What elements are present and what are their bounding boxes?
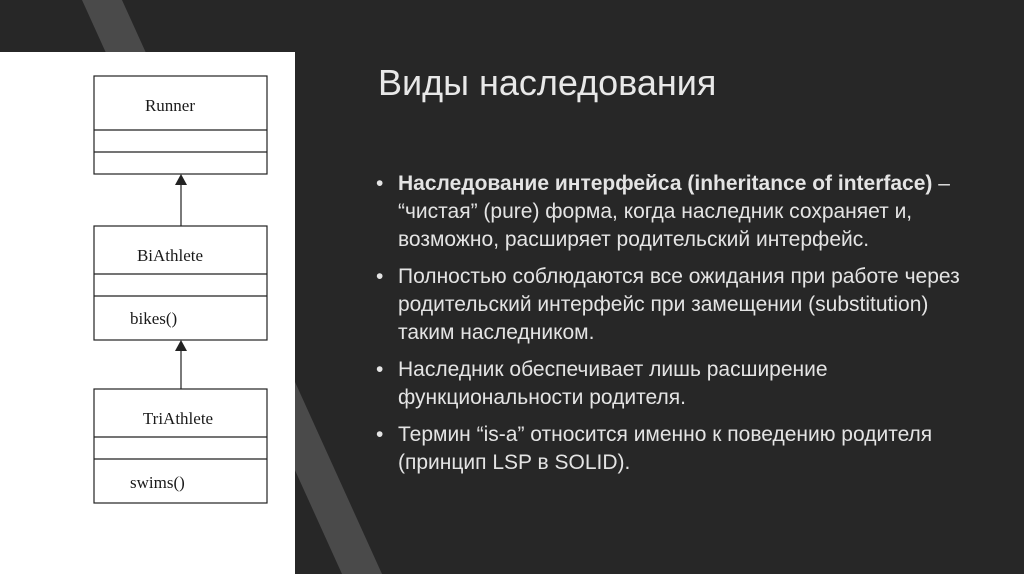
bullet-item: [376, 356, 986, 412]
slide-title: Виды наследования: [378, 62, 717, 103]
bullet-bold-text: Наследование интерфейса (inheritance of interface): [398, 172, 933, 195]
bullet-text: Термин “is-a” относится именно к поведению родителя (принцип LSP в SOLID).: [398, 423, 933, 474]
bullet-text: – “чистая” (pure) форма, когда наследник сохраняет и, возможно, расширяет родительский интерфейс.: [398, 172, 950, 251]
bullet-text: Наследник обеспечивает лишь расширение функциональности родителя.: [398, 358, 828, 409]
class-name-triathlete: TriAthlete: [142, 409, 214, 428]
class-name-runner: Runner: [144, 96, 196, 115]
inheritance-arrow-icon: [175, 340, 187, 351]
class-box-runner: [94, 76, 267, 174]
inheritance-arrow-icon: [175, 174, 187, 185]
bullet-icon: •: [376, 423, 384, 446]
class-box-biathlete: [94, 226, 267, 340]
bullet-icon: •: [376, 172, 384, 195]
bullet-item: [376, 421, 986, 477]
class-method-biathlete: bikes(): [130, 309, 178, 328]
bullet-item: [376, 170, 986, 254]
bullet-list: [376, 170, 986, 486]
bullet-icon: •: [376, 358, 384, 381]
bullet-text: Полностью соблюдаются все ожидания при работе через родительский интерфейс при замещении (substitution) таким наследником.: [398, 265, 960, 344]
bullet-item: [376, 263, 986, 347]
class-name-biathlete: BiAthlete: [136, 246, 204, 265]
bullet-icon: •: [376, 265, 384, 288]
class-method-triathlete: swims(): [130, 473, 185, 492]
